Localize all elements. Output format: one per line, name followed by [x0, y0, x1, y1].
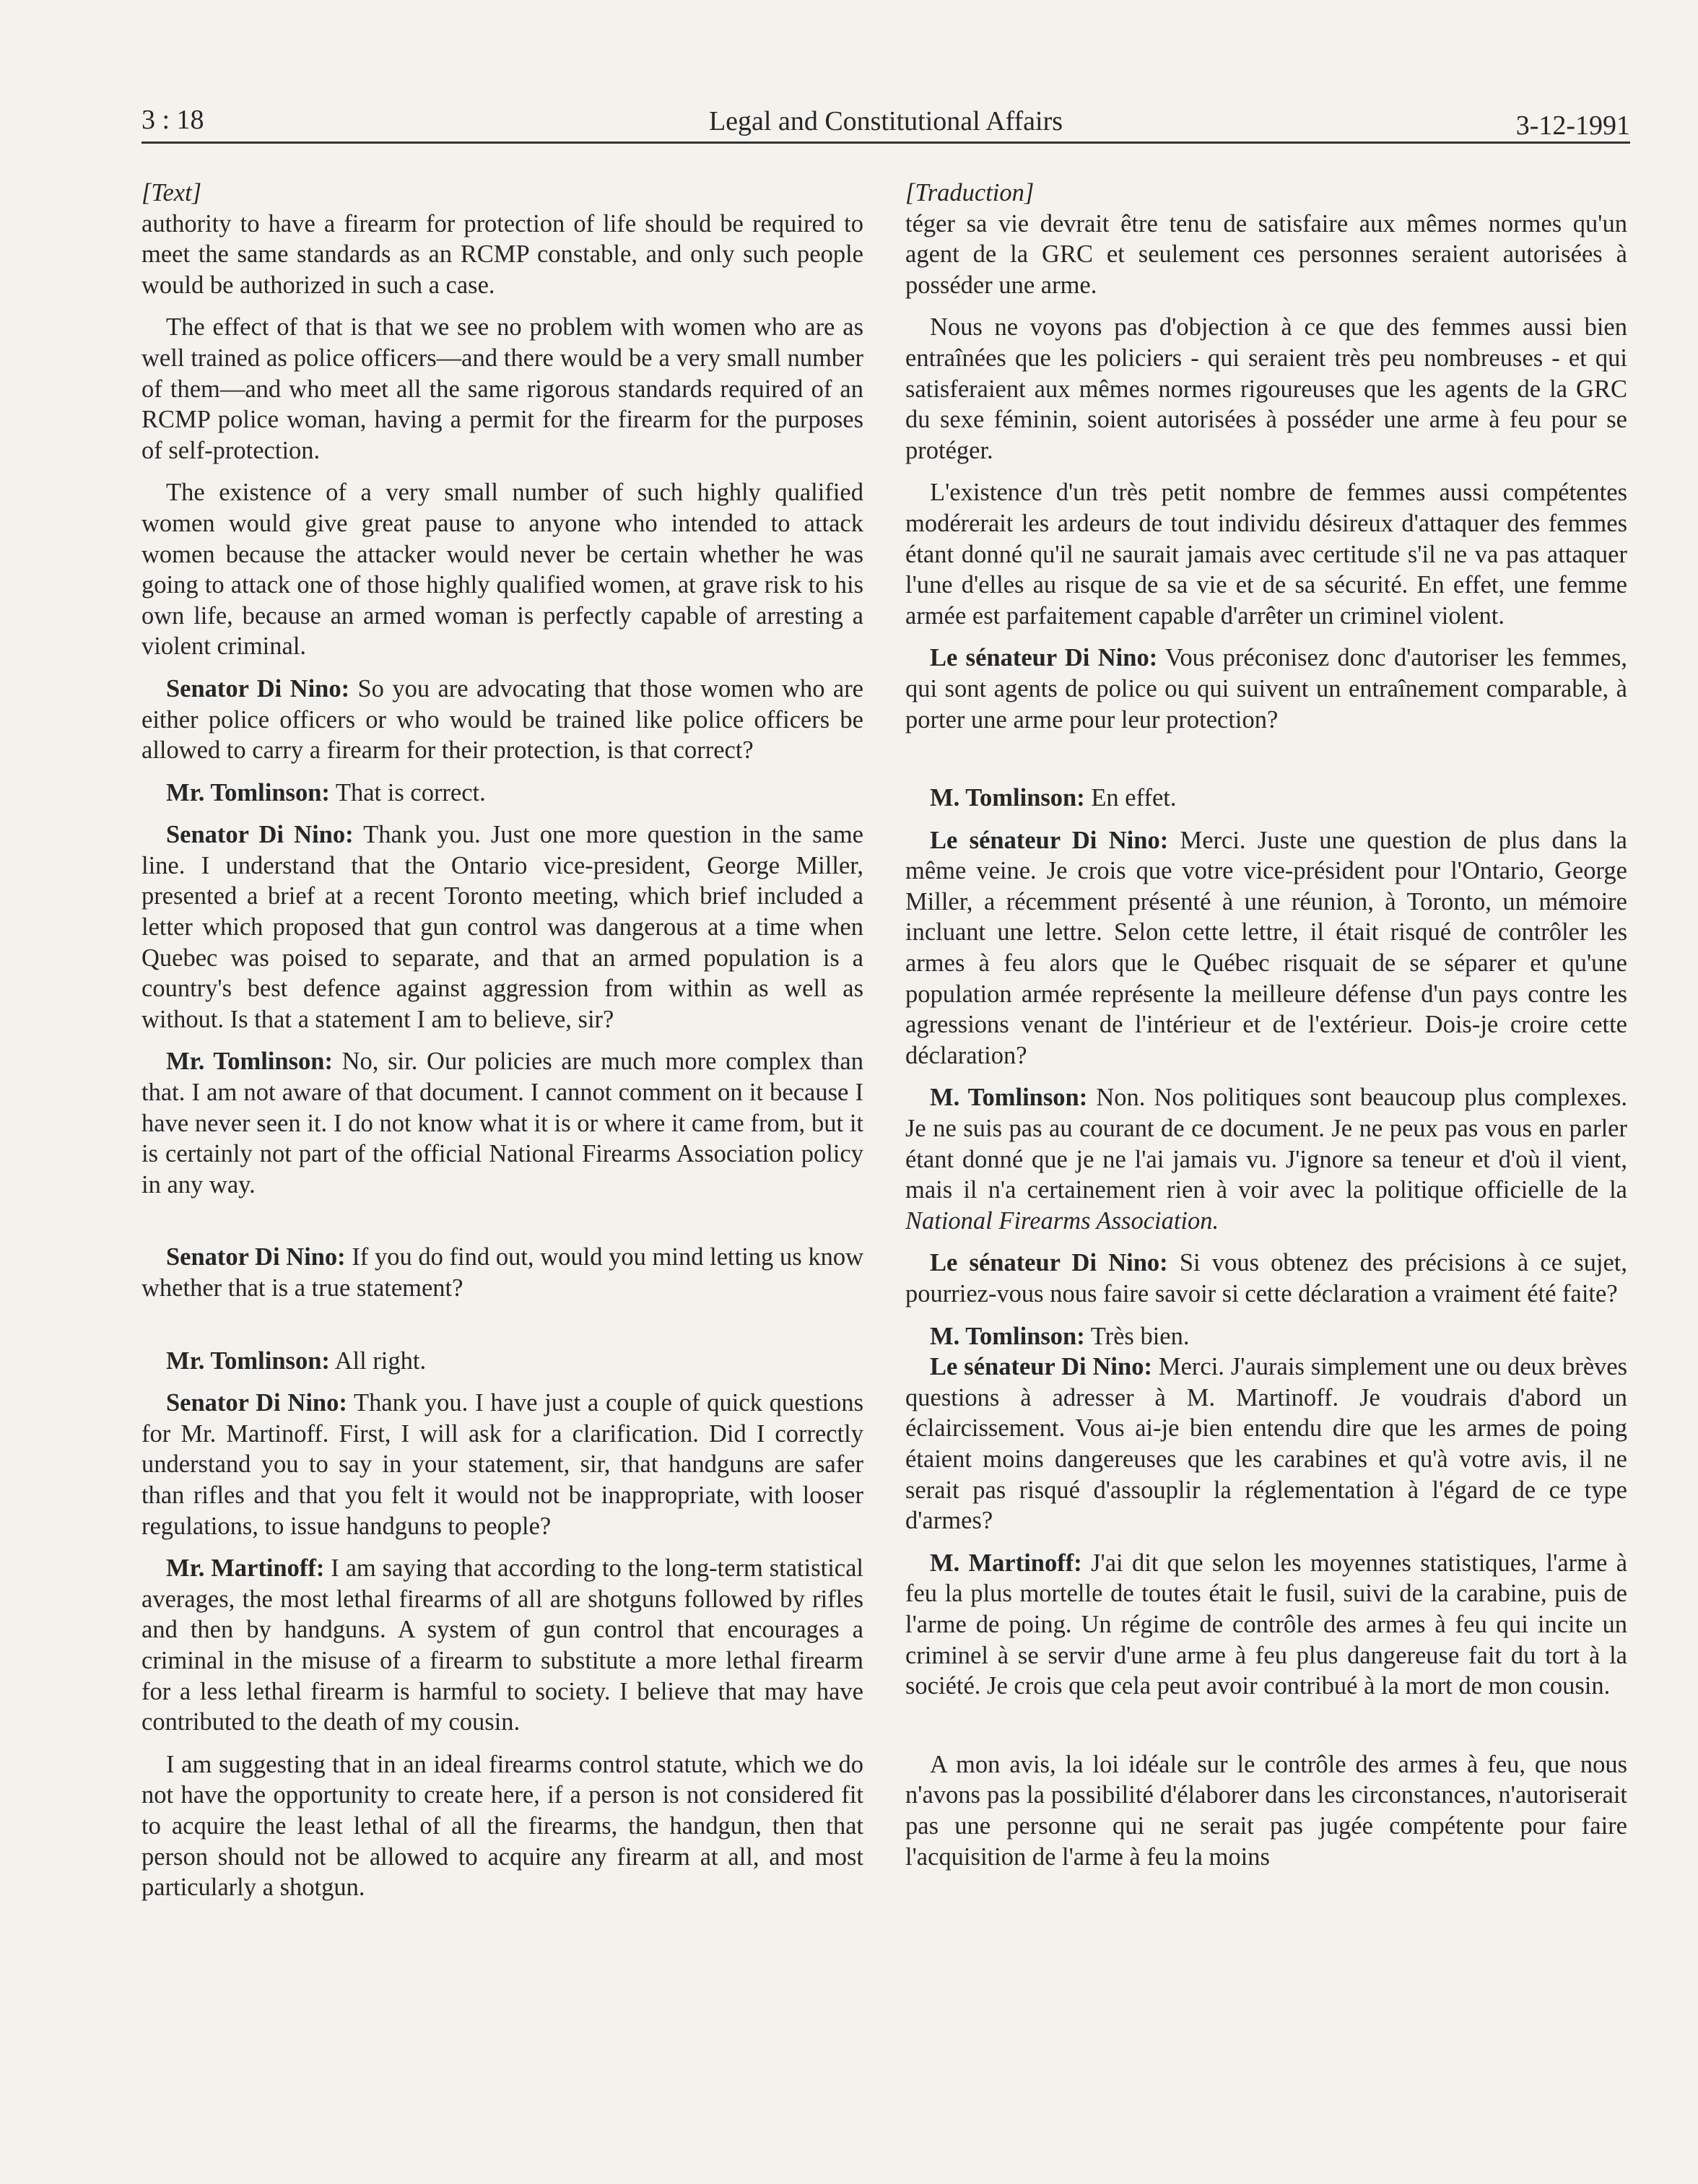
speaker-name: Mr. Tomlinson: — [166, 1048, 333, 1076]
speech-text: Merci. J'aurais simplement une ou deux brèves questions à adresser à M. Martinoff. Je voudrais d'abord un éclaircissement. Vous ai-je bien entendu dire que les armes de poing étaient moins dangereuses que les carabines et qu'à votre avis, il ne serait pas risqué d'assouplir la réglementation à l'égard de ce type d'armes? — [905, 1353, 1627, 1535]
speaker-name: Le sénateur Di Nino: — [930, 644, 1158, 672]
speech-text: If you do find out, would you mind letting us know whether that is a true statement? — [142, 1243, 863, 1302]
french-column — [905, 178, 1627, 1872]
speaker-name: Le sénateur Di Nino: — [930, 1249, 1168, 1277]
organization-name: National Firearms Association. — [905, 1206, 1219, 1235]
speech-paragraph — [905, 1082, 1627, 1236]
speech-paragraph — [905, 1321, 1627, 1352]
speech-text: Non. Nos politiques sont beaucoup plus complexes. Je ne suis pas au courant de ce document. Je ne peux pas vous en parler étant donné que je ne l'ai jamais vu. J'ignore sa teneur et d'où il vient, mais il n'a certainement rien à voir avec la politique officielle de la — [905, 1084, 1627, 1204]
speech-text: Merci. Juste une question de plus dans la même veine. Je crois que votre vice-président pour l'Ontario, George Miller, a récemment présenté à une réunion, à Toronto, un mémoire incluant une lettre. Selon cette lettre, il était risqué de contrôler les armes à feu alors que le Québec risquait de se séparer et qu'une population armée représente la meilleure défense d'un pays contre les agressions venant de l'intérieur et de l'extérieur. Dois-je croire cette déclaration? — [905, 826, 1627, 1069]
speech-paragraph — [142, 1346, 863, 1377]
paragraph: téger sa vie devrait être tenu de satisfaire aux mêmes normes qu'un agent de la GRC et seulement ces personnes seraient autorisées à posséder une arme. — [905, 209, 1627, 299]
english-column — [142, 178, 863, 1903]
speaker-name: Senator Di Nino: — [166, 1243, 346, 1271]
speech-paragraph — [142, 778, 863, 809]
speech-paragraph — [905, 1352, 1627, 1536]
speech-text: Thank you. I have just a couple of quick questions for Mr. Martinoff. First, I will ask for a clarification. Did I correctly understand you to say in your statement, sir, that handguns are safer than rifles and that you felt it would not be inappropriate, with looser regulations, to issue handguns to people? — [142, 1389, 863, 1540]
speech-paragraph — [142, 1553, 863, 1738]
page-header — [142, 101, 1630, 144]
speech-paragraph — [142, 819, 863, 1035]
speech-paragraph — [142, 1388, 863, 1541]
speech-text: Très bien. — [1084, 1322, 1190, 1350]
speaker-name: Senator Di Nino: — [166, 1389, 347, 1417]
speech-text: Si vous obtenez des précisions à ce sujet, pourriez-vous nous faire savoir si cette déclaration a vraiment été faite? — [905, 1249, 1627, 1308]
speaker-name: Mr. Tomlinson: — [166, 778, 330, 806]
speaker-name: Le sénateur Di Nino: — [930, 826, 1169, 854]
speaker-name: Mr. Tomlinson: — [166, 1346, 330, 1375]
page-date: 3-12-1991 — [1515, 110, 1630, 141]
speech-text: I am saying that according to the long-term statistical averages, the most lethal firearms of all are shotguns followed by rifles and then by handguns. A system of gun control that encourages a criminal in the misuse of a firearm to substitute a more lethal firearm for a less lethal firearm is harmful to society. I believe that may have contributed to the death of my cousin. — [142, 1554, 864, 1736]
speech-text: No, sir. Our policies are much more complex than that. I am not aware of that document. I cannot comment on it because I have never seen it. I do not know what it is or where it came from, but it is certainly not part of the official National Firearms Association policy in any way. — [142, 1048, 863, 1198]
speech-paragraph — [142, 1046, 863, 1200]
speech-paragraph — [905, 825, 1627, 1071]
page-number: 3 : 18 — [142, 105, 204, 135]
speech-text: All right. — [329, 1346, 427, 1375]
speaker-name: Senator Di Nino: — [166, 674, 350, 702]
speaker-name: M. Tomlinson: — [930, 784, 1085, 812]
speaker-name: M. Tomlinson: — [930, 1322, 1085, 1350]
page-title: Legal and Constitutional Affairs — [708, 106, 1063, 136]
traduction-tag: [Traduction] — [905, 179, 1035, 206]
speech-text: That is correct. — [329, 778, 486, 806]
paragraph: The effect of that is that we see no problem with women who are as well trained as police officers—and there would be a very small number of them—and who meet all the same rigorous standards required of an RCMP police woman, having a permit for the firearm for the purposes of self-protection. — [142, 313, 863, 464]
speech-paragraph — [905, 783, 1627, 814]
speech-paragraph — [905, 1248, 1627, 1309]
speech-paragraph — [905, 643, 1627, 735]
speaker-name: Mr. Martinoff: — [166, 1554, 325, 1583]
paragraph: L'existence d'un très petit nombre de femmes aussi compétentes modérerait les ardeurs de tout individu désireux d'attaquer des femmes étant donné qu'il ne saurait jamais avec certitude s'il ne va pas attaquer l'une d'elles au risque de sa vie et de sa sécurité. En effet, une femme armée est parfaitement capable d'arrêter un criminel violent. — [905, 479, 1627, 630]
speaker-name: Le sénateur Di Nino: — [930, 1353, 1152, 1381]
paragraph: I am suggesting that in an ideal firearms control statute, which we do not have the opportunity to create here, if a person is not considered fit to acquire the least lethal of all the firearms, the handgun, then that person should not be allowed to acquire any firearm at all, and most particularly a shotgun. — [142, 1750, 863, 1902]
speech-text: En effet. — [1084, 784, 1177, 812]
speech-paragraph — [905, 1548, 1627, 1702]
speech-text: So you are advocating that those women who are either police officers or who would be trained like police officers be allowed to carry a firearm for their protection, is that correct? — [142, 674, 863, 765]
paragraph: A mon avis, la loi idéale sur le contrôle des armes à feu, que nous n'avons pas la possibilité d'élaborer dans les circonstances, n'autoriserait pas une personne qui ne serait pas jugée compétente pour faire l'acquisition de l'arme à feu la moins — [905, 1750, 1627, 1871]
speech-paragraph — [142, 1242, 863, 1303]
text-tag: [Text] — [142, 179, 202, 206]
speech-paragraph — [142, 674, 863, 766]
paragraph: The existence of a very small number of such highly qualified women would give great pause to anyone who intended to attack women because the attacker would never be certain whether he was going to attack one of those highly qualified women, at grave risk to his own life, because an armed woman is perfectly capable of arresting a violent criminal. — [142, 479, 863, 661]
speaker-name: M. Tomlinson: — [930, 1084, 1088, 1112]
speech-text: Thank you. Just one more question in the same line. I understand that the Ontario vice-president, George Miller, presented a brief at a recent Toronto meeting, which brief included a letter which proposed that gun control was dangerous at a time when Quebec was poised to separate, and that an armed population is a country's best defence against aggression from within as well as without. Is that a statement I am to believe, sir? — [142, 821, 863, 1033]
paragraph: Nous ne voyons pas d'objection à ce que des femmes aussi bien entraînées que les policiers - qui seraient très peu nombreuses - et qui satisferaient aux mêmes normes rigoureuses que les agents de la GRC du sexe féminin, soient autorisées à posséder une arme à feu pour se protéger. — [905, 313, 1627, 464]
speaker-name: Senator Di Nino: — [166, 821, 354, 849]
speaker-name: M. Martinoff: — [930, 1549, 1082, 1577]
paragraph: authority to have a firearm for protection of life should be required to meet the same standards as an RCMP constable, and only such people would be authorized in such a case. — [142, 209, 863, 299]
speech-text: J'ai dit que selon les moyennes statistiques, l'arme à feu la plus mortelle de toutes était le fusil, suivi de la carabine, puis de l'arme de poing. Un régime de contrôle des armes à feu qui incite un criminel à se servir d'une arme à feu plus dangereuse fait du tort à la société. Je crois que cela peut avoir contribué à la mort de mon cousin. — [905, 1549, 1628, 1700]
speech-text: Vous préconisez donc d'autoriser les femmes, qui sont agents de police ou qui suivent un entraînement comparable, à porter une arme pour leur protection? — [905, 644, 1627, 734]
